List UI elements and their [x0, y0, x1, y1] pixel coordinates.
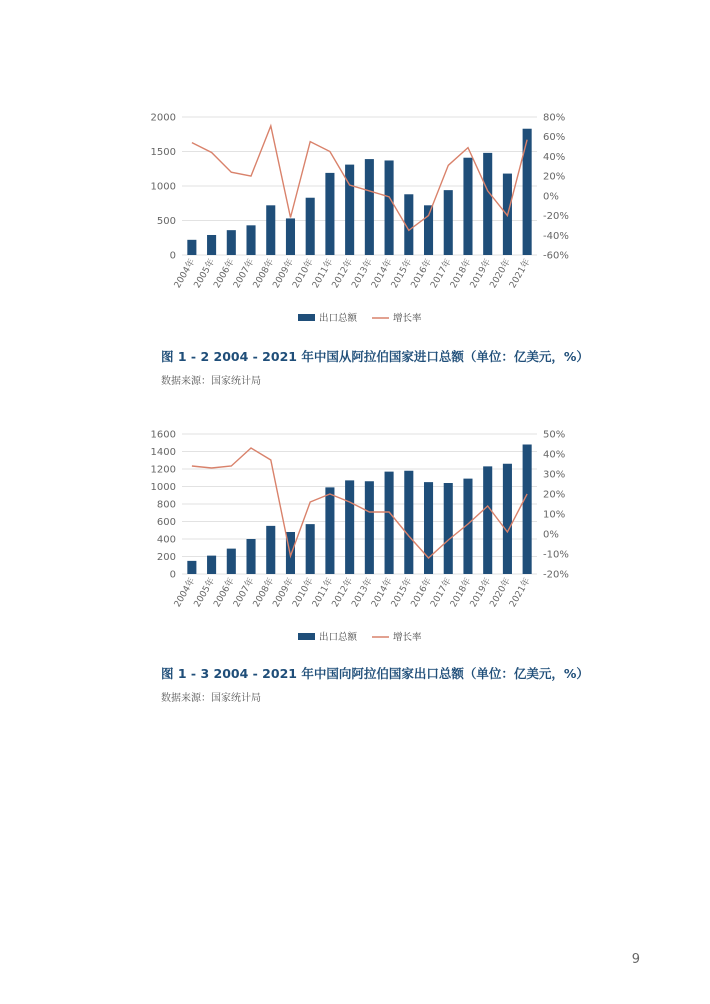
bar: [503, 464, 512, 574]
bar: [365, 159, 374, 255]
bar: [306, 198, 315, 255]
legend-swatch-bar: [298, 314, 315, 321]
bar: [444, 190, 453, 255]
bar: [365, 481, 374, 574]
page-number: 9: [631, 952, 640, 967]
x-tick-label: 2018年: [448, 257, 474, 291]
y-right-tick-label: 20%: [543, 489, 566, 501]
x-tick-label: 2021年: [508, 576, 533, 610]
bar: [325, 173, 334, 255]
legend-label-line: 增长率: [393, 313, 422, 324]
chart-export-total: [0, 340, 710, 660]
growth-rate-line: [192, 448, 527, 558]
y-left-tick-label: 1000: [150, 181, 176, 193]
bar: [424, 482, 433, 574]
y-right-tick-label: 60%: [543, 132, 566, 144]
y-left-tick-label: 1200: [150, 464, 176, 476]
y-left-tick-label: 400: [156, 534, 176, 546]
bar: [266, 205, 275, 255]
bar: [227, 549, 236, 574]
x-tick-label: 2007年: [232, 257, 257, 291]
bar: [306, 524, 315, 574]
x-tick-label: 2011年: [310, 257, 336, 291]
x-tick-label: 2005年: [192, 257, 218, 291]
y-left-tick-label: 1400: [150, 447, 176, 458]
y-right-tick-label: 40%: [543, 151, 566, 163]
x-tick-label: 2008年: [251, 257, 277, 291]
bar: [385, 472, 394, 574]
y-left-tick-label: 600: [156, 517, 176, 528]
x-tick-label: 2016年: [409, 257, 435, 291]
x-tick-label: 2014年: [370, 576, 395, 610]
x-tick-label: 2019年: [468, 257, 494, 291]
y-left-tick-label: 0: [169, 569, 176, 581]
figure-caption-1-2: 图 1 - 2 2004 - 2021 年中国从阿拉伯国家进口总额（单位：亿美元，%）: [161, 349, 589, 364]
bar: [345, 480, 354, 574]
y-left-tick-label: 1500: [150, 147, 176, 158]
y-right-tick-label: -20%: [543, 211, 569, 223]
legend-swatch-bar: [298, 633, 315, 640]
chart-import-total: [0, 0, 710, 340]
y-right-tick-label: 0%: [543, 529, 559, 541]
x-tick-label: 2010年: [291, 576, 316, 610]
x-tick-label: 2006年: [212, 576, 237, 610]
x-tick-label: 2011年: [310, 576, 336, 610]
x-tick-label: 2015年: [389, 257, 415, 291]
x-tick-label: 2020年: [488, 257, 514, 291]
y-right-tick-label: -40%: [543, 230, 569, 242]
bar: [463, 158, 472, 255]
y-right-tick-label: 80%: [543, 112, 566, 124]
bar: [523, 129, 532, 255]
bar: [286, 218, 295, 255]
y-left-tick-label: 2000: [150, 112, 176, 124]
y-left-tick-label: 200: [156, 552, 176, 563]
legend-label-line: 增长率: [393, 632, 422, 643]
x-tick-label: 2016年: [409, 576, 435, 610]
x-tick-label: 2004年: [172, 576, 198, 610]
figure-source-1-3: 数据来源：国家统计局: [161, 693, 261, 704]
x-tick-label: 2020年: [488, 576, 514, 610]
bar: [187, 240, 196, 255]
x-tick-label: 2019年: [468, 576, 494, 610]
bar: [523, 445, 532, 575]
x-tick-label: 2021年: [508, 257, 533, 291]
bar: [404, 471, 413, 574]
x-tick-label: 2017年: [429, 257, 454, 291]
x-tick-label: 2018年: [448, 576, 474, 610]
y-right-tick-label: 10%: [543, 509, 566, 521]
bar: [207, 556, 216, 574]
x-tick-label: 2010年: [291, 257, 316, 291]
bar: [424, 205, 433, 255]
x-tick-label: 2006年: [212, 257, 237, 291]
y-right-tick-label: -20%: [543, 569, 569, 581]
legend-label-bar: 出口总额: [319, 313, 358, 324]
figure-caption-1-3: 图 1 - 3 2004 - 2021 年中国向阿拉伯国家出口总额（单位：亿美元，%）: [161, 666, 589, 681]
x-tick-label: 2005年: [192, 576, 218, 610]
x-tick-label: 2012年: [330, 576, 356, 610]
y-right-tick-label: 30%: [543, 469, 566, 481]
bar: [444, 483, 453, 574]
x-tick-label: 2012年: [330, 257, 356, 291]
y-right-tick-label: 50%: [543, 429, 566, 441]
bar: [207, 235, 216, 255]
x-tick-label: 2013年: [350, 257, 375, 291]
x-tick-label: 2009年: [271, 576, 297, 610]
y-left-tick-label: 0: [169, 250, 176, 262]
y-right-tick-label: 20%: [543, 171, 566, 183]
bar: [246, 539, 255, 574]
bar: [187, 561, 196, 574]
x-tick-label: 2013年: [350, 576, 375, 610]
y-right-tick-label: 40%: [543, 449, 566, 461]
x-tick-label: 2007年: [232, 576, 257, 610]
y-right-tick-label: -10%: [543, 549, 569, 561]
x-tick-label: 2017年: [429, 576, 454, 610]
bar: [325, 487, 334, 574]
x-tick-label: 2008年: [251, 576, 277, 610]
figure-source-1-2: 数据来源：国家统计局: [161, 376, 261, 387]
y-left-tick-label: 1000: [150, 482, 176, 493]
x-tick-label: 2014年: [370, 257, 395, 291]
x-tick-label: 2009年: [271, 257, 297, 291]
x-tick-label: 2004年: [172, 257, 198, 291]
bar: [246, 225, 255, 255]
bar: [385, 160, 394, 255]
legend-label-bar: 出口总额: [319, 632, 358, 643]
bar: [227, 230, 236, 255]
bar: [483, 153, 492, 255]
y-right-tick-label: -60%: [543, 250, 569, 262]
bar: [266, 526, 275, 574]
bar: [483, 466, 492, 574]
y-left-tick-label: 1600: [150, 429, 176, 441]
bar: [345, 165, 354, 255]
x-tick-label: 2015年: [389, 576, 415, 610]
growth-rate-line: [192, 126, 527, 230]
y-left-tick-label: 800: [156, 499, 176, 511]
y-left-tick-label: 500: [156, 216, 176, 227]
y-right-tick-label: 0%: [543, 191, 559, 203]
